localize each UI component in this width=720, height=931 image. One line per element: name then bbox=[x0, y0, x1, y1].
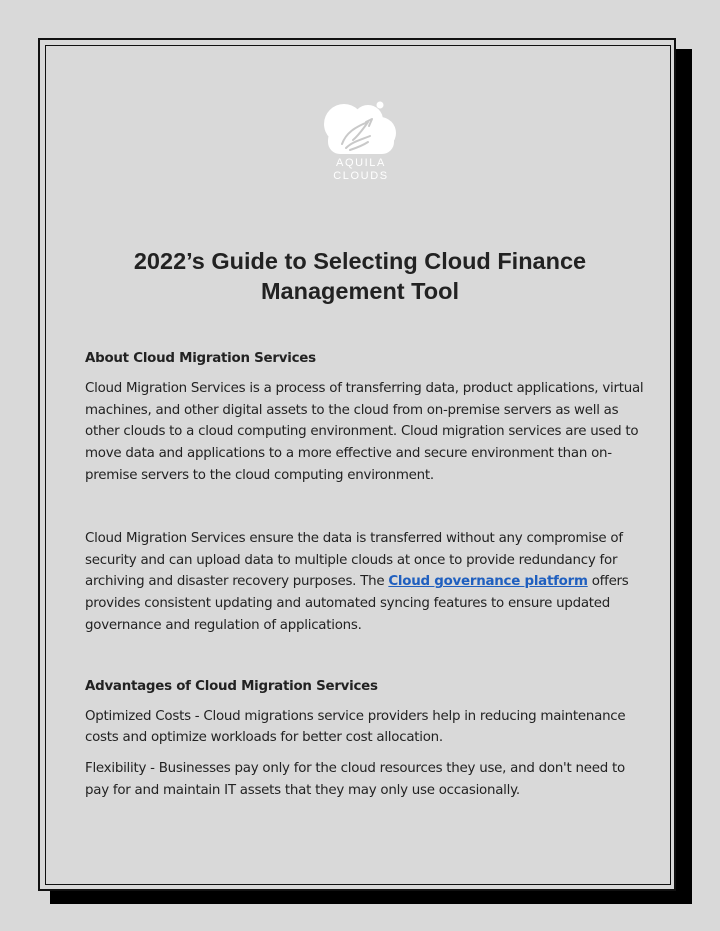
brand-line2: CLOUDS bbox=[333, 170, 389, 182]
about-paragraph-2-text-after: offers provides consistent updating and automated syncing features to ensure updated governance and regulation of applications. bbox=[85, 574, 629, 633]
document-body bbox=[85, 348, 645, 802]
about-paragraph-1: Cloud Migration Services is a process of transferring data, product applications, virtual machines, and other digital assets to the cloud from on-premise servers as well as other clouds to a cloud computing environment. Cloud migration services are used to move data and applications to a more effective and secure environment than on-premise servers to the cloud computing environment. bbox=[85, 380, 644, 483]
section-heading-advantages: Advantages of Cloud Migration Services bbox=[85, 678, 378, 694]
advantage-optimized-costs: Optimized Costs - Cloud migrations service providers help in reducing maintenance costs and optimize workloads for better cost allocation. bbox=[85, 708, 626, 746]
about-paragraph-2-text-before: Cloud Migration Services ensure the data is transferred without any compromise of security and can upload data to multiple clouds at once to provide redundancy for archiving and disaster recovery purposes. The bbox=[85, 530, 623, 590]
aquila-clouds-logo bbox=[322, 100, 400, 182]
advantage-flexibility: Flexibility - Businesses pay only for the cloud resources they use, and don't need to pay for and maintain IT assets that they may only use occasionally. bbox=[85, 761, 625, 798]
brand-line1: AQUILA bbox=[336, 157, 386, 169]
cloud-governance-platform-link[interactable]: Cloud governance platform bbox=[388, 574, 588, 590]
document-title: 2022’s Guide to Selecting Cloud Finance Management Tool bbox=[133, 248, 587, 304]
about-paragraph-2 bbox=[85, 528, 645, 637]
section-heading-about: About Cloud Migration Services bbox=[85, 351, 316, 366]
